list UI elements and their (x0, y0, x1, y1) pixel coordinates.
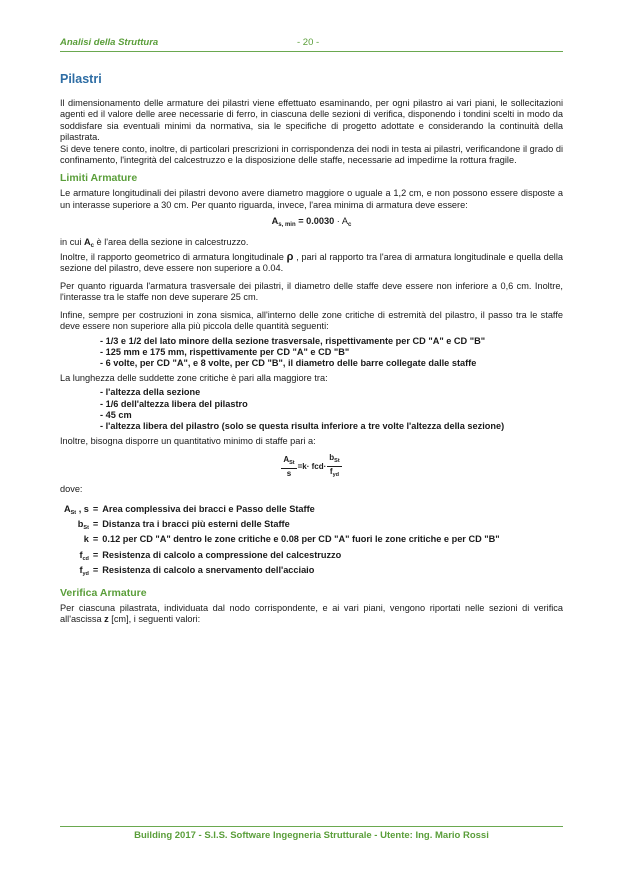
def-equals: = (92, 534, 99, 545)
fraction-bst-fyd (327, 453, 341, 480)
def-description: Resistenza di calcolo a compressione del calcestruzzo (102, 549, 342, 560)
p2-symbol (84, 237, 94, 247)
page-number: - 20 - (297, 37, 320, 48)
num2: b (329, 453, 335, 463)
formula-area-minima (60, 216, 563, 231)
den2: f (329, 467, 333, 477)
def-symbol: f (79, 549, 83, 560)
formula-eq: = 0.0030 (298, 216, 335, 227)
list-item: - 125 mm e 175 mm, rispettivamente per CD "A" e CD "B" (100, 346, 350, 357)
num1-sub: St (289, 459, 295, 466)
limiti-paragraph-7: Inoltre, bisogna disporre un quantitativo minimo di staffe pari a: (60, 435, 316, 446)
list-item: - 6 volte, per CD "A", e 8 volte, per CD "B", il diametro delle barre collegate dalle staffe (100, 358, 477, 369)
p2-sym: A (84, 236, 91, 247)
fraction-ast-s (281, 455, 296, 479)
def-description: Area complessiva dei bracci e Passo delle Staffe (102, 503, 315, 514)
def-symbol-extra: , s (76, 503, 89, 514)
limiti-paragraph-5: Infine, sempre per costruzioni in zona sismica, all'interno delle zone critiche di estremità del pilastro, il passo tra le staffe deve essere non superiore alla più piccola delle quantità seguenti: (60, 309, 563, 332)
intro-paragraph-2: Si deve tenere conto, inoltre, di particolari prescrizioni in corrispondenza dei nodi in testa ai pilastri, verificandone il grado di confinamento, l'integrità del calcestruzzo e la disposizione delle staffe, necessarie ad impedirne la rottura fragile. (60, 143, 563, 166)
def-equals: = (92, 549, 99, 560)
verifica-paragraph-1 (60, 603, 563, 626)
den2-sub: yd (332, 472, 340, 479)
page-content (60, 72, 563, 625)
def-symbol-sub: St (70, 509, 77, 516)
list-item: - 1/6 dell'altezza libera del pilastro (100, 398, 248, 409)
limiti-paragraph-1: Le armature longitudinali dei pilastri devono avere diametro maggiore o uguale a 1,2 cm, e non possono essere disposte a un interasse superiore a 30 cm. Per quanto riguarda, invece, l'area minima di armatura deve essere: (60, 188, 563, 210)
limiti-paragraph-8: dove: (60, 484, 83, 495)
definition-row (62, 550, 502, 565)
formula-staffe-minime (60, 453, 563, 480)
def-equals: = (92, 503, 99, 514)
mid-sub: cd (314, 461, 324, 471)
def-symbol: f (79, 565, 83, 576)
definition-row (62, 504, 502, 519)
v1-sym: z (104, 614, 109, 624)
p3-post: , pari al rapporto tra l'area di armatura longitudinale e quella della sezione del pilastro, deve essere non superiore a 0.04. (60, 252, 563, 274)
list-item: - l'altezza libera del pilastro (solo se questa risulta inferiore a tre volte l'altezza della sezione) (100, 421, 505, 432)
def-equals: = (92, 518, 99, 529)
num1: A (283, 454, 290, 464)
limiti-paragraph-3 (60, 252, 563, 275)
page-footer: Building 2017 - S.I.S. Software Ingegneria Strutturale - Utente: Ing. Mario Rossi (60, 826, 563, 841)
header-title: Analisi della Struttura (60, 37, 159, 48)
v1-post: [cm], i seguenti valori: (108, 614, 201, 624)
def-symbol-sub: St (83, 524, 89, 531)
intro-paragraph-1: Il dimensionamento delle armature dei pilastri viene effettuato esaminando, per ogni pilastro ai vari piani, le sollecitazioni agenti ed il valore delle aree necessarie di ferro, in ciascuna delle sezioni di verifica, disponendo i tondini scelti in modo da soddisfare sia eventuali minimi da normativa, sia le specifiche di progetto adottate e considerando la continuità della pilastrata. (60, 98, 563, 143)
def-description: Resistenza di calcolo a snervamento dell'acciaio (102, 565, 315, 576)
def-symbol: A (64, 503, 71, 514)
p3-pre: Inoltre, il rapporto geometrico di armatura longitudinale (60, 252, 287, 263)
formula-lhs-sub: s, min (278, 222, 296, 229)
def-symbol-sub: yd (82, 571, 89, 578)
den1: s (286, 468, 292, 478)
page-header (60, 37, 563, 52)
list-item: - 1/3 e 1/2 del lato minore della sezione trasversale, rispettivamente per CD "A" e CD "B" (100, 335, 486, 346)
definition-row (62, 534, 502, 549)
formula-dot: · A (334, 216, 349, 227)
limiti-paragraph-2 (60, 237, 563, 252)
num2-sub: St (334, 458, 340, 465)
rho-symbol: ρ (286, 251, 294, 264)
list-item: - 45 cm (100, 409, 132, 420)
v1-pre: Per ciascuna pilastrata, individuata dal nodo corrispondente, e ai vari piani, vengono riportati nelle sezioni di verifica all'ascissa (60, 602, 563, 624)
definitions-table (62, 504, 502, 581)
limiti-armature-title: Limiti Armature (60, 172, 138, 185)
def-equals: = (92, 565, 99, 576)
mid-term: =k· f (297, 461, 315, 471)
limiti-paragraph-4: Per quanto riguarda l'armatura trasversale dei pilastri, il diametro delle staffe deve essere non inferiore a 0,6 cm. Inoltre, l'interasse tra le staffe non deve superare 25 cm. (60, 280, 563, 303)
verifica-armature-title: Verifica Armature (60, 586, 147, 599)
formula-rhs-sub: c (348, 222, 352, 229)
def-description: 0.12 per CD "A" dentro le zone critiche e 0.08 per CD "A" fuori le zone critiche e per CD "B" (102, 534, 500, 545)
passo-staffe-list (100, 336, 563, 370)
formula-lhs: A (271, 216, 279, 227)
section-title: Pilastri (60, 72, 102, 86)
p2-pre: in cui (60, 236, 85, 247)
def-symbol-sub: cd (82, 555, 89, 562)
limiti-paragraph-6: La lunghezza delle suddette zone critiche è pari alla maggiore tra: (60, 372, 328, 383)
mid-dot: · (323, 461, 327, 471)
p2-sym-sub: c (90, 242, 94, 249)
list-item: - l'altezza della sezione (100, 387, 201, 398)
definition-row (62, 565, 502, 580)
def-symbol: b (77, 518, 84, 529)
def-description: Distanza tra i bracci più esterni delle Staffe (102, 518, 290, 529)
definition-row (62, 519, 502, 534)
p2-post: è l'area della sezione in calcestruzzo. (94, 236, 249, 247)
zone-critiche-list (100, 387, 563, 433)
def-symbol: k (83, 534, 89, 545)
